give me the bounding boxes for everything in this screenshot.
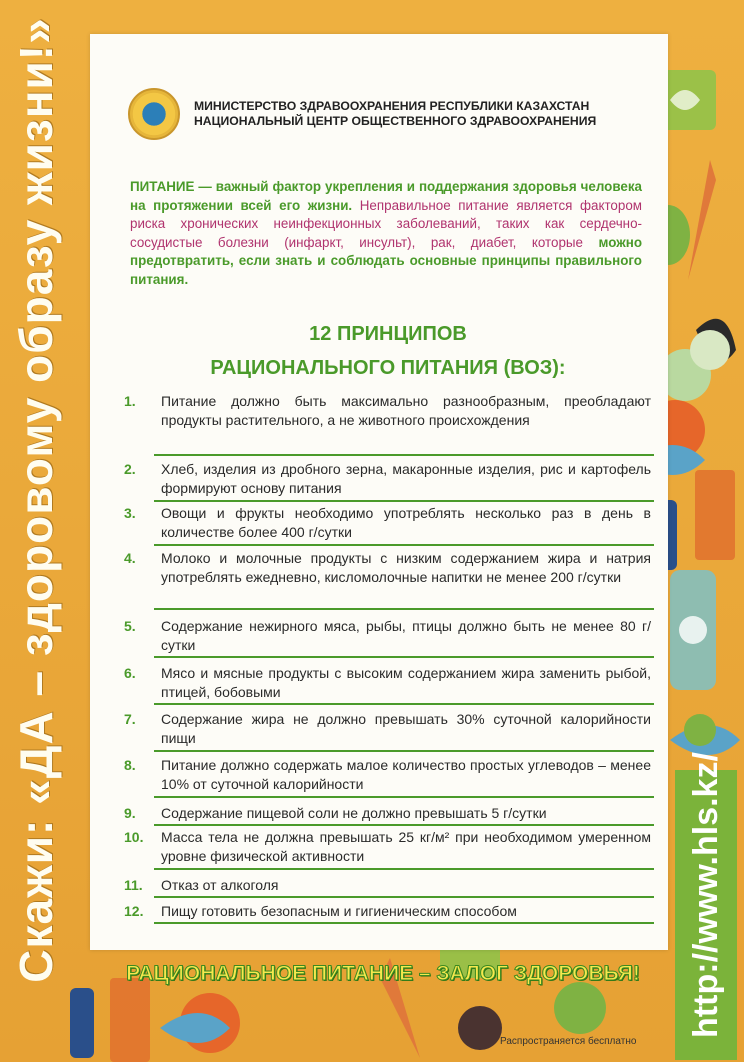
intro-lead: ПИТАНИЕ — важный фактор укрепления и поддержания здоровья человека на протяжении всей его жизни.	[130, 179, 642, 213]
principle-text: Содержание жира не должно превышать 30% суточной калорийности пищи	[161, 711, 651, 746]
principle-text: Питание должно содержать малое количество простых углеводов – менее 10% от суточной калорийности	[161, 757, 651, 792]
principle-text: Отказ от алкоголя	[161, 877, 279, 893]
principle-number: 8.	[124, 757, 136, 773]
center-name: НАЦИОНАЛЬНЫЙ ЦЕНТР ОБЩЕСТВЕННОГО ЗДРАВООХРАНЕНИЯ	[194, 114, 597, 128]
principle-text: Мясо и мясные продукты с высоким содержанием жира заменить рыбой, птицей, бобовыми	[161, 665, 651, 700]
side-slogan: Скажи: «ДА – здоровому образу жизни!»	[10, 17, 62, 983]
divider	[154, 500, 654, 502]
principle-text: Молоко и молочные продукты с низким содержанием жира и натрия употреблять ежедневно, кисломолочные напитки не менее 200 г/сутки	[161, 550, 651, 585]
divider	[154, 454, 654, 456]
kazakhstan-emblem-icon	[128, 88, 180, 140]
intro-paragraph	[130, 178, 642, 289]
principle-number: 4.	[124, 550, 136, 566]
free-distribution-note: Распространяется бесплатно	[500, 1036, 637, 1047]
principle-text: Пищу готовить безопасным и гигиеническим способом	[161, 903, 517, 919]
principle-text: Содержание пищевой соли не должно превышать 5 г/сутки	[161, 805, 547, 821]
divider	[154, 544, 654, 546]
divider	[154, 656, 654, 658]
principle-number: 9.	[124, 805, 136, 821]
principle-text: Овощи и фрукты необходимо употреблять несколько раз в день в количестве более 400 г/сутки	[161, 505, 651, 540]
intro-risk: Неправильное питание является фактором риска хронических неинфекционных заболеваний, таких как сердечно-сосудистые болезни (инфаркт, инсульт), рак, диабет, которые	[130, 197, 642, 250]
ministry-name: МИНИСТЕРСТВО ЗДРАВООХРАНЕНИЯ РЕСПУБЛИКИ КАЗАХСТАН	[194, 99, 590, 113]
principle-text: Хлеб, изделия из дробного зерна, макаронные изделия, рис и картофель формируют основу питания	[161, 461, 651, 496]
divider	[154, 868, 654, 870]
divider	[154, 796, 654, 798]
principle-number: 3.	[124, 505, 136, 521]
principle-number: 11.	[124, 877, 143, 893]
divider	[154, 824, 654, 826]
principle-number: 1.	[124, 393, 136, 409]
principle-text: Масса тела не должна превышать 25 кг/м² при необходимом умеренном уровне физической активности	[161, 829, 651, 864]
principle-number: 5.	[124, 618, 136, 634]
principle-number: 12.	[124, 903, 144, 919]
principle-text: Питание должно быть максимально разнообразным, преобладают продукты растительного, а не животного происхождения	[161, 393, 651, 428]
divider	[154, 922, 654, 924]
principle-number: 10.	[124, 829, 144, 845]
principle-number: 6.	[124, 665, 136, 681]
divider	[154, 703, 654, 705]
footer-banner: РАЦИОНАЛЬНОЕ ПИТАНИЕ – ЗАЛОГ ЗДОРОВЬЯ!	[126, 962, 640, 985]
intro-prevention: можно предотвратить, если знать и соблюдать основные принципы правильного питания.	[130, 234, 642, 287]
principles-title-line2: РАЦИОНАЛЬНОГО ПИТАНИЯ (ВОЗ):	[210, 357, 566, 379]
organization-names	[194, 99, 596, 129]
website-url[interactable]: http://www.hls.kz/	[686, 752, 725, 1038]
principle-number: 7.	[124, 711, 136, 727]
principle-text: Содержание нежирного мяса, рыбы, птицы должно быть не менее 80 г/сутки	[161, 618, 651, 653]
header	[128, 86, 628, 142]
principle-number: 2.	[124, 461, 136, 477]
divider	[154, 896, 654, 898]
divider	[154, 608, 654, 610]
principles-title-line1: 12 ПРИНЦИПОВ	[309, 323, 467, 345]
divider	[154, 750, 654, 752]
